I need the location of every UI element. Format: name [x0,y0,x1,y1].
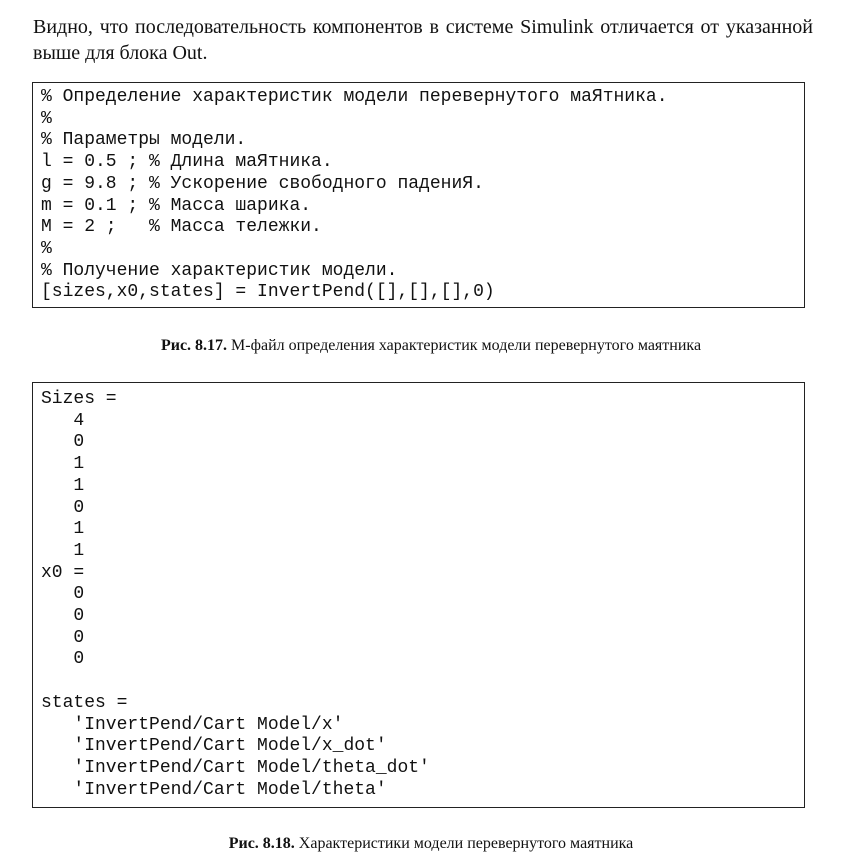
figure-caption-8-18 [10,834,842,854]
code-line: l = 0.5 ; % Длина маЯтника. [41,152,333,173]
figure-caption-text: Характеристики модели перевернутого маятника [294,835,634,852]
output-line: 'InvertPend/Cart Model/theta_dot' [41,757,430,778]
code-line: M = 2 ; % Масса тележки. [41,217,322,238]
output-line: states = [41,692,128,713]
output-line: x0 = [41,562,85,583]
output-line: 0 [41,497,85,518]
code-line: m = 0.1 ; % Масса шарика. [41,195,312,216]
intro-paragraph: Видно, что последовательность компонентов в системе Simulink отличается от указанной выше для блока Out. [33,16,813,64]
code-line: % Параметры модели. [41,130,247,151]
output-line: 1 [41,540,85,561]
code-line: % [41,238,52,259]
output-line: 0 [41,627,85,648]
figure-number: Рис. 8.17. [160,337,228,354]
output-line: 1 [41,454,85,475]
output-line: 0 [41,432,85,453]
output-line: 0 [41,606,85,627]
output-line: 1 [41,519,85,540]
output-listing-body [41,389,804,801]
output-line: 'InvertPend/Cart Model/x_dot' [41,736,387,757]
output-line: 1 [41,475,85,496]
output-line: 'InvertPend/Cart Model/theta' [41,779,387,800]
output-line: 0 [41,649,85,670]
code-line: % Получение характеристик модели. [41,260,398,281]
code-line: % Определение характеристик модели перевернутого маЯтника. [41,87,668,107]
code-listing-mfile [32,82,805,308]
figure-caption-8-17 [10,336,842,356]
figure-number: Рис. 8.18. [228,835,295,852]
code-line: [sizes,x0,states] = InvertPend([],[],[],0) [41,282,495,303]
output-line: 0 [41,584,85,605]
output-line: 'InvertPend/Cart Model/x' [41,714,344,735]
figure-caption-text: М-файл определения характеристик модели перевернутого маятника [227,337,702,354]
code-listing-body [41,87,804,304]
output-line: Sizes = [41,389,117,409]
code-listing-output [32,382,805,808]
output-line [41,671,804,693]
output-line: 4 [41,410,85,431]
code-line: % [41,108,52,129]
code-line: g = 9.8 ; % Ускорение свободного падениЯ. [41,173,484,194]
